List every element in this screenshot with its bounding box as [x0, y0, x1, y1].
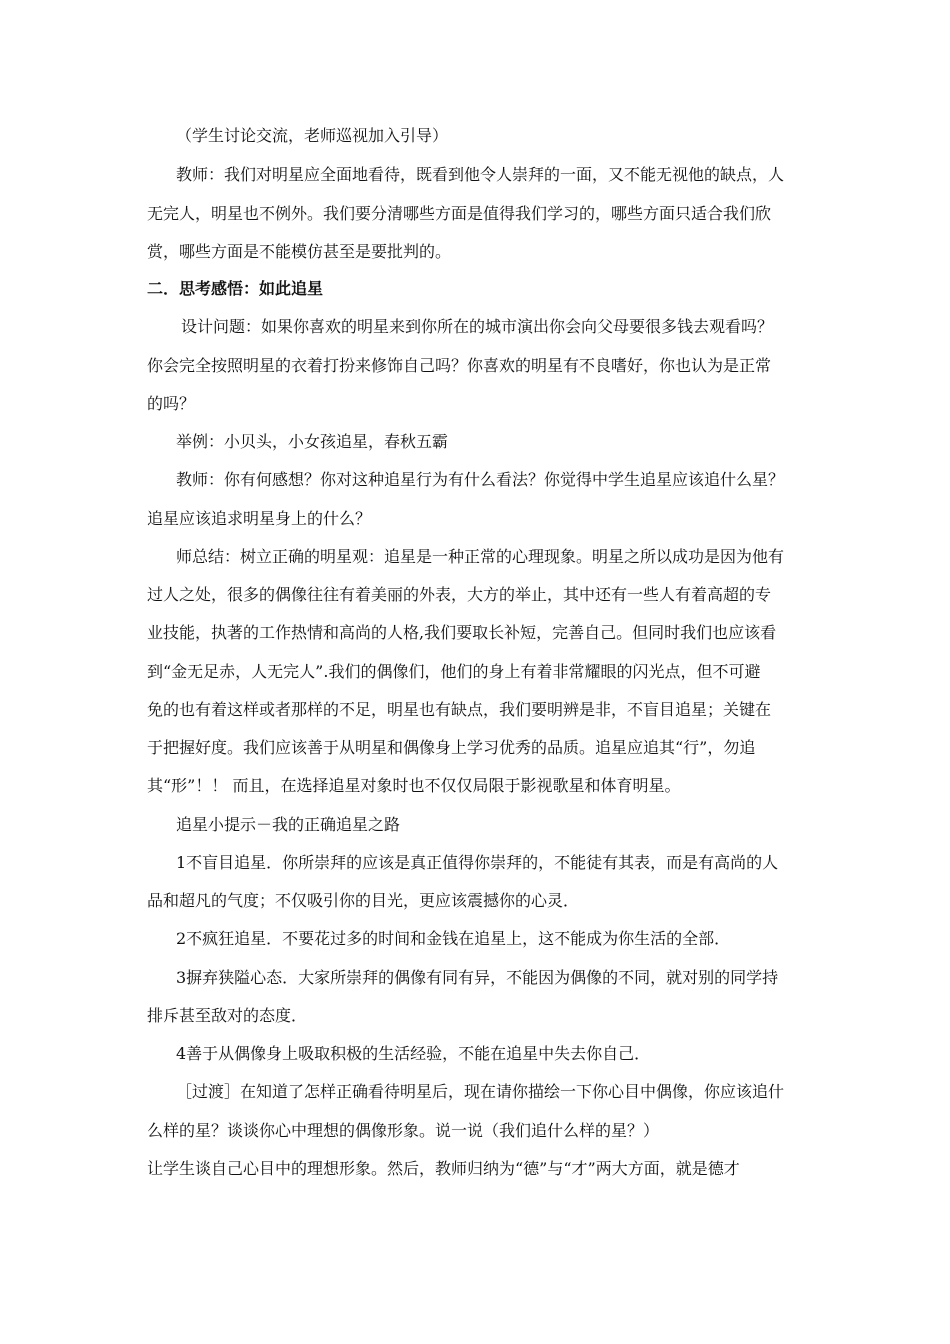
- text-line: 教师：我们对明星应全面地看待，既看到他令人崇拜的一面，又不能无视他的缺点，人: [176, 165, 785, 184]
- text-line: （学生讨论交流，老师巡视加入引导）: [176, 126, 449, 145]
- text-line: 到“金无足赤，人无完人”.我们的偶像们，他们的身上有着非常耀眼的闪光点，但不可避: [147, 662, 761, 681]
- text-line: 2不疯狂追星．不要花过多的时间和金钱在追星上，这不能成为你生活的全部．: [176, 929, 731, 948]
- text-line: 业技能，执著的工作热情和高尚的人格,我们要取长补短，完善自己。但同时我们也应该看: [147, 623, 777, 642]
- text-line: 排斥甚至敌对的态度．: [147, 1006, 308, 1025]
- text-line: 1不盲目追星．你所崇拜的应该是真正值得你崇拜的，不能徒有其表，而是有高尚的人: [176, 853, 779, 872]
- text-line: 设计问题：如果你喜欢的明星来到你所在的城市演出你会向父母要很多钱去观看吗？: [181, 317, 774, 336]
- text-line: 免的也有着这样或者那样的不足，明星也有缺点，我们要明辨是非，不盲目追星；关键在: [147, 700, 772, 719]
- text-line: 赏，哪些方面是不能模仿甚至是要批判的。: [147, 242, 452, 261]
- text-line: 4善于从偶像身上吸取积极的生活经验，不能在追星中失去你自己．: [176, 1044, 651, 1063]
- text-line: 举例：小贝头，小女孩追星，春秋五霸: [176, 432, 449, 451]
- text-line: 的吗？: [147, 394, 196, 413]
- text-line: 无完人，明星也不例外。我们要分清哪些方面是值得我们学习的，哪些方面只适合我们欣: [147, 204, 772, 223]
- text-line: 过人之处，很多的偶像往往有着美丽的外表，大方的举止，其中还有一些人有着高超的专: [147, 585, 772, 604]
- text-line: ［过渡］在知道了怎样正确看待明星后，现在请你描绘一下你心目中偶像，你应该追什: [176, 1082, 785, 1101]
- text-line: 品和超凡的气度；不仅吸引你的目光，更应该震撼你的心灵．: [147, 891, 580, 910]
- text-line: 追星小提示－我的正确追星之路: [176, 815, 401, 834]
- section-heading: 二．思考感悟：如此追星: [147, 279, 324, 298]
- text-line: 于把握好度。我们应该善于从明星和偶像身上学习优秀的品质。追星应追其“行”，勿追: [147, 738, 756, 757]
- text-line: 追星应该追求明星身上的什么？: [147, 509, 372, 528]
- text-line: 师总结：树立正确的明星观：追星是一种正常的心理现象。明星之所以成功是因为他有: [176, 547, 785, 566]
- text-line: 么样的星？谈谈你心中理想的偶像形象。说一说（我们追什么样的星？）: [147, 1121, 660, 1140]
- text-line: 3摒弃狭隘心态．大家所崇拜的偶像有同有异，不能因为偶像的不同，就对别的同学持: [176, 968, 779, 987]
- text-line: 教师：你有何感想？你对这种追星行为有什么看法？你觉得中学生追星应该追什么星？: [176, 470, 785, 489]
- text-line: 其“形”！！ 而且，在选择追星对象时也不仅仅局限于影视歌星和体育明星。: [147, 776, 681, 795]
- text-line: 让学生谈自己心目中的理想形象。然后，教师归纳为“德”与“才”两大方面，就是德才: [147, 1159, 740, 1178]
- text-line: 你会完全按照明星的衣着打扮来修饰自己吗？你喜欢的明星有不良嗜好，你也认为是正常: [147, 356, 772, 375]
